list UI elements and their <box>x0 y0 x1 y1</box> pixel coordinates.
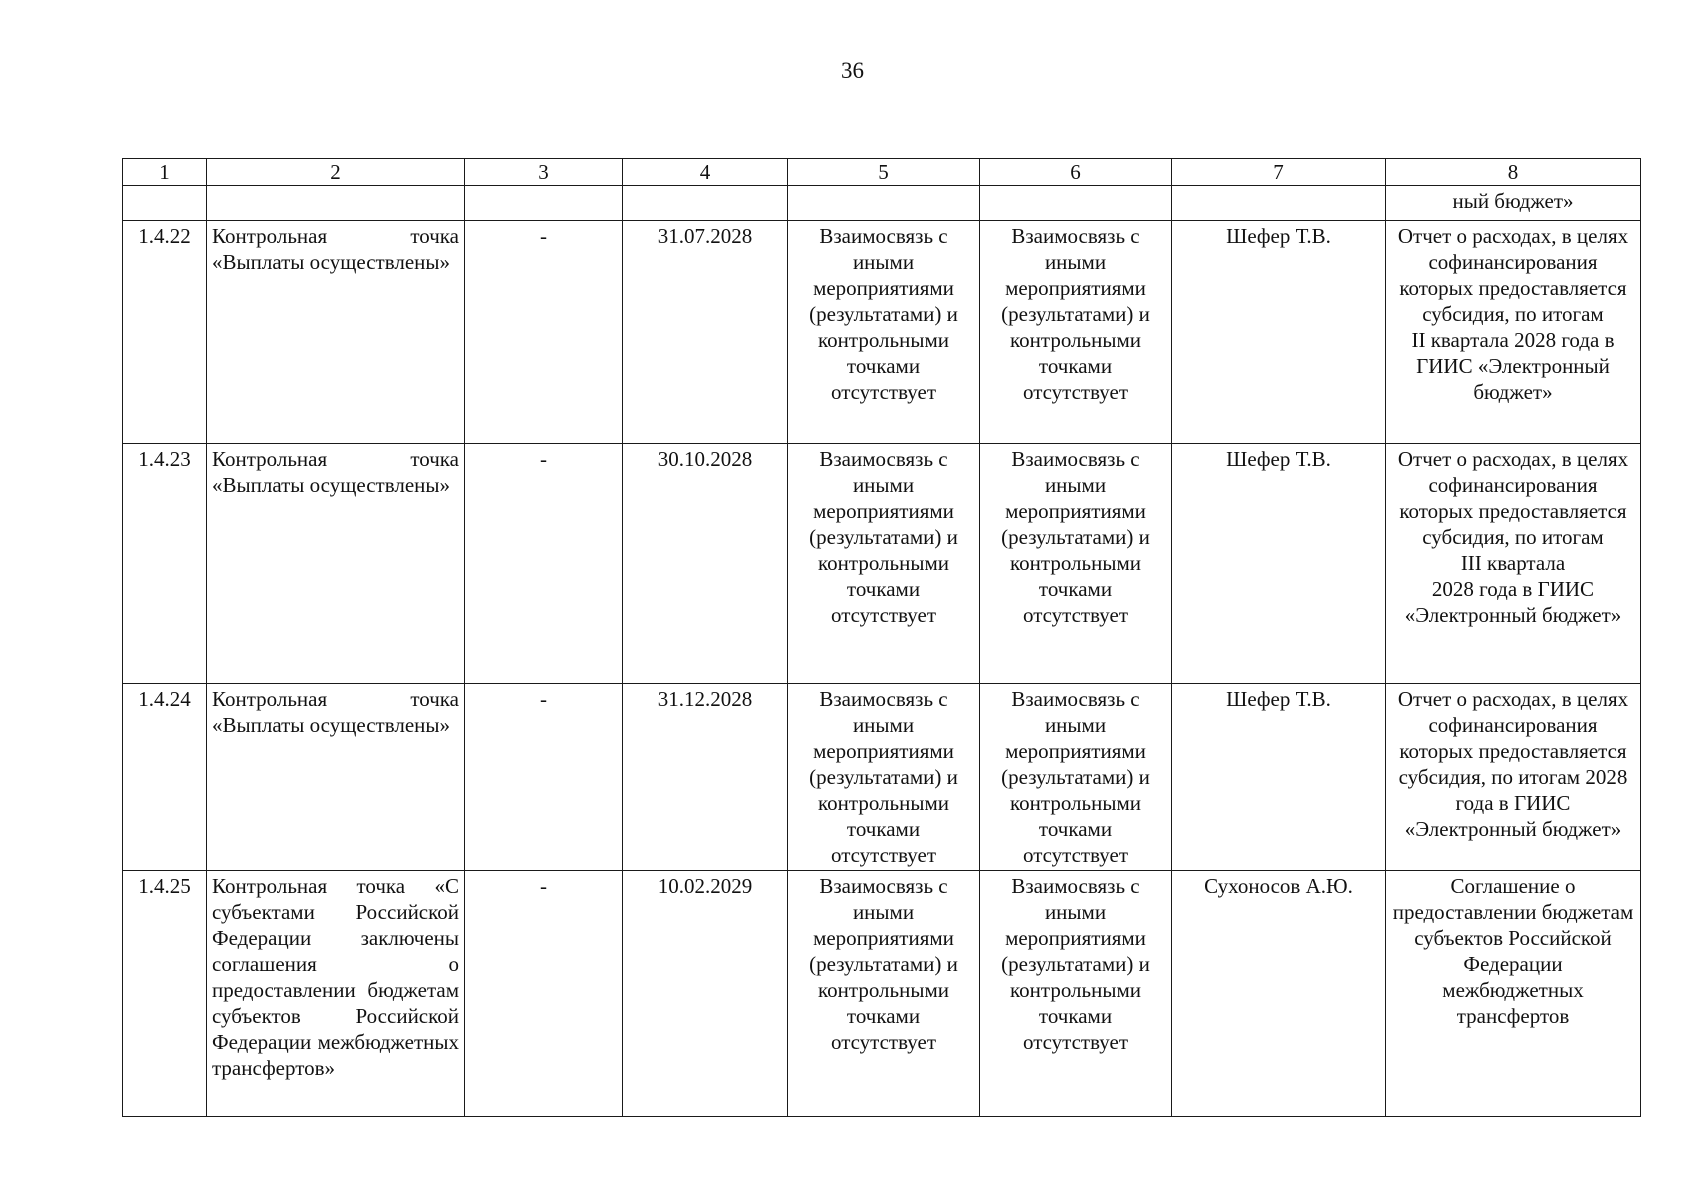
responsible-person: Шефер Т.В. <box>1172 221 1386 444</box>
responsible-person: Шефер Т.В. <box>1172 684 1386 871</box>
result-document: Отчет о расходах, в целях софинансирования которых предоставляется субсидия, по итогам III квартала 2028 года в ГИИС «Электронный бюджет» <box>1386 444 1641 684</box>
continuation-text: ный бюджет» <box>1386 186 1641 221</box>
empty-cell <box>207 186 465 221</box>
successor-links: Взаимосвязь с иными мероприятиями (результатами) и контрольными точками отсутствует <box>980 444 1172 684</box>
result-document: Соглашение о предоставлении бюджетам субъектов Российской Федерации межбюджетных трансфертов <box>1386 871 1641 1117</box>
row-number: 1.4.23 <box>123 444 207 684</box>
base-date-cell: - <box>465 684 623 871</box>
table-row <box>123 684 1641 871</box>
base-date-cell: - <box>465 871 623 1117</box>
responsible-person: Сухоносов А.Ю. <box>1172 871 1386 1117</box>
base-date-cell: - <box>465 444 623 684</box>
column-number: 5 <box>788 159 980 186</box>
control-point-name: Контрольная точка «Выплаты осуществлены» <box>207 444 465 684</box>
successor-links: Взаимосвязь с иными мероприятиями (результатами) и контрольными точками отсутствует <box>980 684 1172 871</box>
column-number: 4 <box>623 159 788 186</box>
end-date: 31.12.2028 <box>623 684 788 871</box>
predecessor-links: Взаимосвязь с иными мероприятиями (результатами) и контрольными точками отсутствует <box>788 871 980 1117</box>
column-number: 8 <box>1386 159 1641 186</box>
table-row <box>123 221 1641 444</box>
page-number: 36 <box>841 58 864 83</box>
end-date: 30.10.2028 <box>623 444 788 684</box>
end-date: 31.07.2028 <box>623 221 788 444</box>
row-number: 1.4.25 <box>123 871 207 1117</box>
result-document: Отчет о расходах, в целях софинансирования которых предоставляется субсидия, по итогам 2028 года в ГИИС «Электронный бюджет» <box>1386 684 1641 871</box>
end-date: 10.02.2029 <box>623 871 788 1117</box>
control-point-name: Контрольная точка «Выплаты осуществлены» <box>207 221 465 444</box>
column-number: 2 <box>207 159 465 186</box>
base-date-cell: - <box>465 221 623 444</box>
control-point-name: Контрольная точка «Выплаты осуществлены» <box>207 684 465 871</box>
table-row <box>123 444 1641 684</box>
predecessor-links: Взаимосвязь с иными мероприятиями (результатами) и контрольными точками отсутствует <box>788 684 980 871</box>
table-row <box>123 871 1641 1117</box>
continuation-row <box>123 186 1641 221</box>
control-point-name: Контрольная точка «С субъектами Российской Федерации заключены соглашения о предоставлении бюджетам субъектов Российской Федерации межбюджетных трансфертов» <box>207 871 465 1117</box>
empty-cell <box>788 186 980 221</box>
column-number: 1 <box>123 159 207 186</box>
column-number: 7 <box>1172 159 1386 186</box>
empty-cell <box>623 186 788 221</box>
empty-cell <box>1172 186 1386 221</box>
row-number: 1.4.24 <box>123 684 207 871</box>
result-document: Отчет о расходах, в целях софинансирования которых предоставляется субсидия, по итогам II квартала 2028 года в ГИИС «Электронный бюджет» <box>1386 221 1641 444</box>
successor-links: Взаимосвязь с иными мероприятиями (результатами) и контрольными точками отсутствует <box>980 221 1172 444</box>
predecessor-links: Взаимосвязь с иными мероприятиями (результатами) и контрольными точками отсутствует <box>788 221 980 444</box>
row-number: 1.4.22 <box>123 221 207 444</box>
empty-cell <box>980 186 1172 221</box>
responsible-person: Шефер Т.В. <box>1172 444 1386 684</box>
empty-cell <box>123 186 207 221</box>
column-number: 6 <box>980 159 1172 186</box>
column-number-row <box>123 159 1641 186</box>
column-number: 3 <box>465 159 623 186</box>
empty-cell <box>465 186 623 221</box>
control-points-table <box>122 158 1641 1117</box>
predecessor-links: Взаимосвязь с иными мероприятиями (результатами) и контрольными точками отсутствует <box>788 444 980 684</box>
successor-links: Взаимосвязь с иными мероприятиями (результатами) и контрольными точками отсутствует <box>980 871 1172 1117</box>
